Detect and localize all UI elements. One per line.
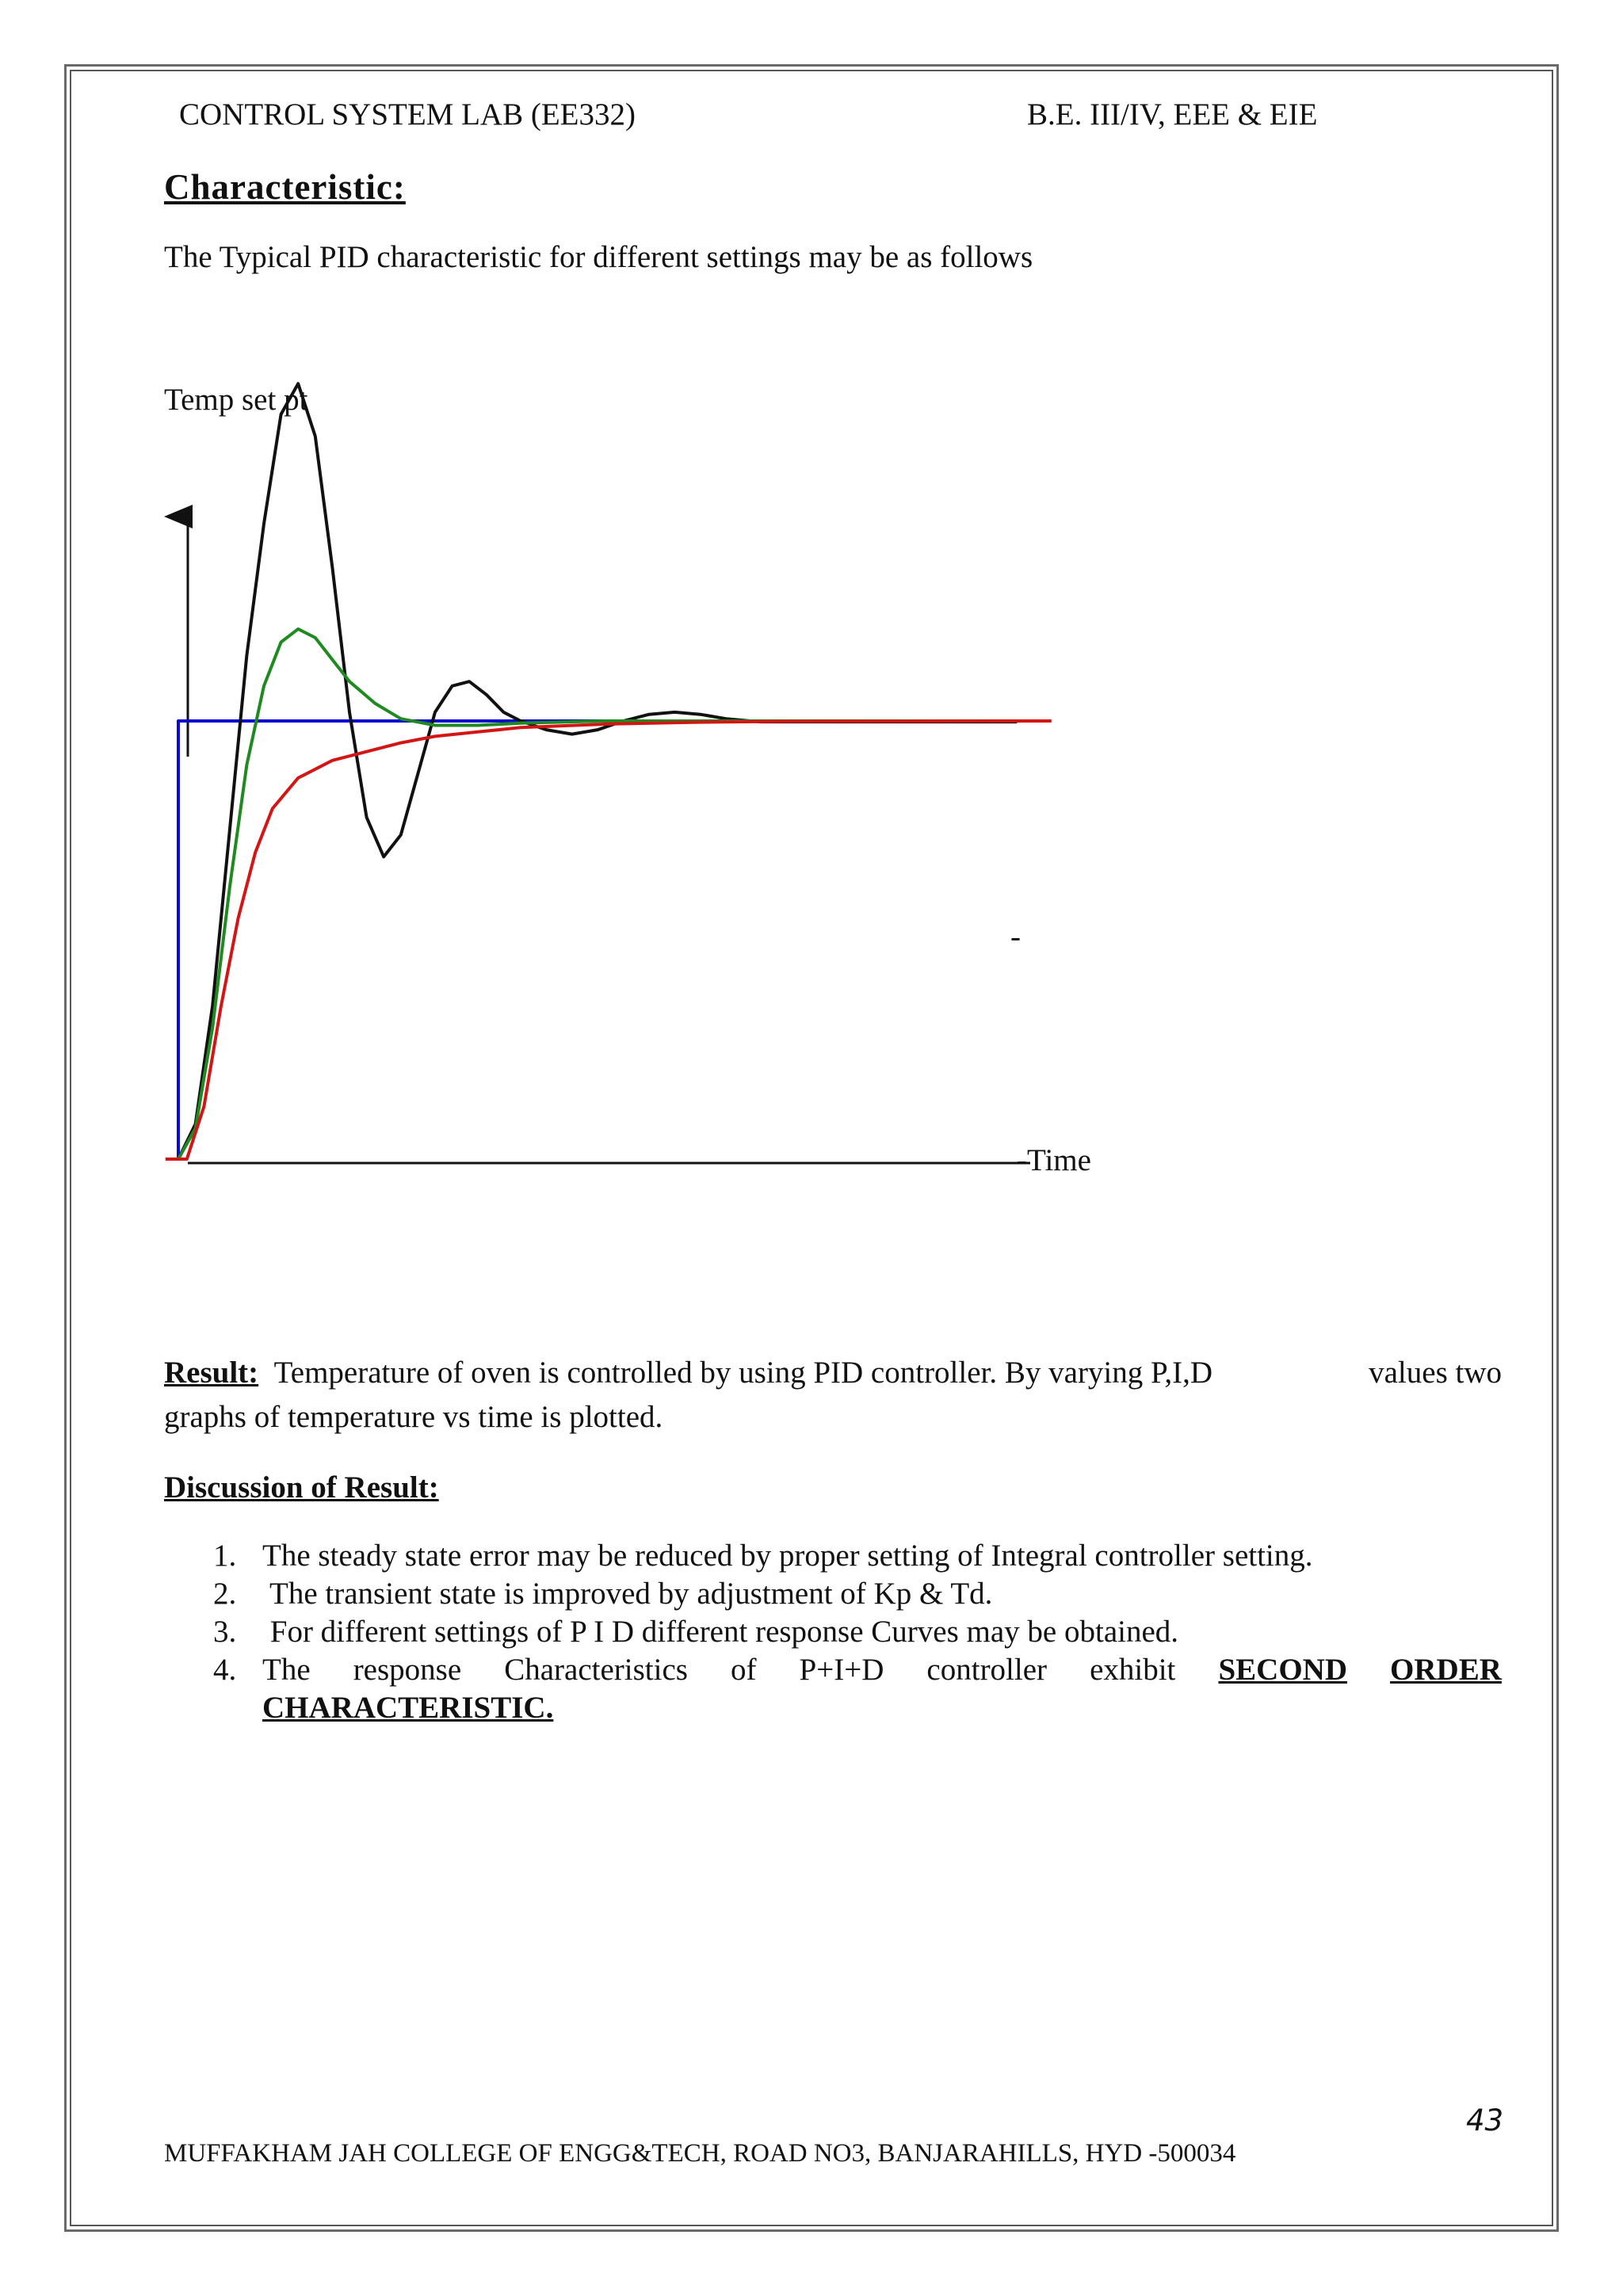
response-curve-black <box>178 383 1017 1159</box>
result-text-1: Temperature of oven is controlled by using PID controller. By varying P,I,D <box>273 1356 1213 1390</box>
section-heading: Characteristic: <box>164 167 406 207</box>
list-text: The steady state error may be reduced by proper setting of Integral controller setting. <box>262 1539 1313 1573</box>
discussion-list <box>164 1537 1502 1727</box>
result-paragraph <box>164 1351 1502 1440</box>
x-axis-label: -Time <box>1017 1143 1091 1177</box>
result-line-1 <box>164 1351 1502 1395</box>
list-item-4-line-1 <box>262 1651 1502 1689</box>
word: The <box>262 1653 311 1687</box>
result-label: Result: <box>164 1356 259 1390</box>
list-item <box>164 1575 1502 1613</box>
list-text: For different settings of P I D different response Curves may be obtained. <box>262 1615 1179 1649</box>
list-number: 1. <box>213 1539 237 1573</box>
list-number: 4. <box>213 1653 237 1687</box>
intro-text: The Typical PID characteristic for different settings may be as follows <box>164 240 1033 274</box>
list-number: 3. <box>213 1615 237 1649</box>
list-item <box>164 1651 1502 1727</box>
emphasis-word: SECOND <box>1218 1653 1347 1687</box>
page-number: 43 <box>1466 2103 1504 2138</box>
result-line-1-left <box>164 1351 1212 1395</box>
header-left: CONTROL SYSTEM LAB (EE332) <box>179 97 636 132</box>
word: of <box>730 1653 757 1687</box>
word: P+I+D <box>799 1653 884 1687</box>
list-item <box>164 1537 1502 1575</box>
response-curve-green <box>178 629 1052 1159</box>
response-curve-red <box>166 721 1052 1159</box>
y-axis-label: Temp set pt <box>164 383 308 417</box>
series-layer <box>166 383 1052 1159</box>
word: controller <box>926 1653 1048 1687</box>
header-right: B.E. III/IV, EEE & EIE <box>1027 97 1318 132</box>
list-text: The transient state is improved by adjustment of Kp & Td. <box>262 1577 993 1611</box>
emphasis-line-2: CHARACTERISTIC. <box>262 1691 554 1725</box>
word: response <box>353 1653 462 1687</box>
discussion-heading: Discussion of Result: <box>164 1470 439 1505</box>
list-item <box>164 1613 1502 1651</box>
list-number: 2. <box>213 1577 237 1611</box>
result-text-2: values two <box>1369 1356 1502 1390</box>
footer-text: MUFFAKHAM JAH COLLEGE OF ENGG&TECH, ROAD NO3, BANJARAHILLS, HYD -500034 <box>164 2139 1236 2168</box>
result-line-2: graphs of temperature vs time is plotted. <box>164 1400 663 1434</box>
stray-mark: - <box>1010 920 1021 954</box>
emphasis-word: ORDER <box>1390 1653 1502 1687</box>
word: exhibit <box>1090 1653 1176 1687</box>
word: Characteristics <box>504 1653 688 1687</box>
set-point-line <box>178 721 1052 1159</box>
